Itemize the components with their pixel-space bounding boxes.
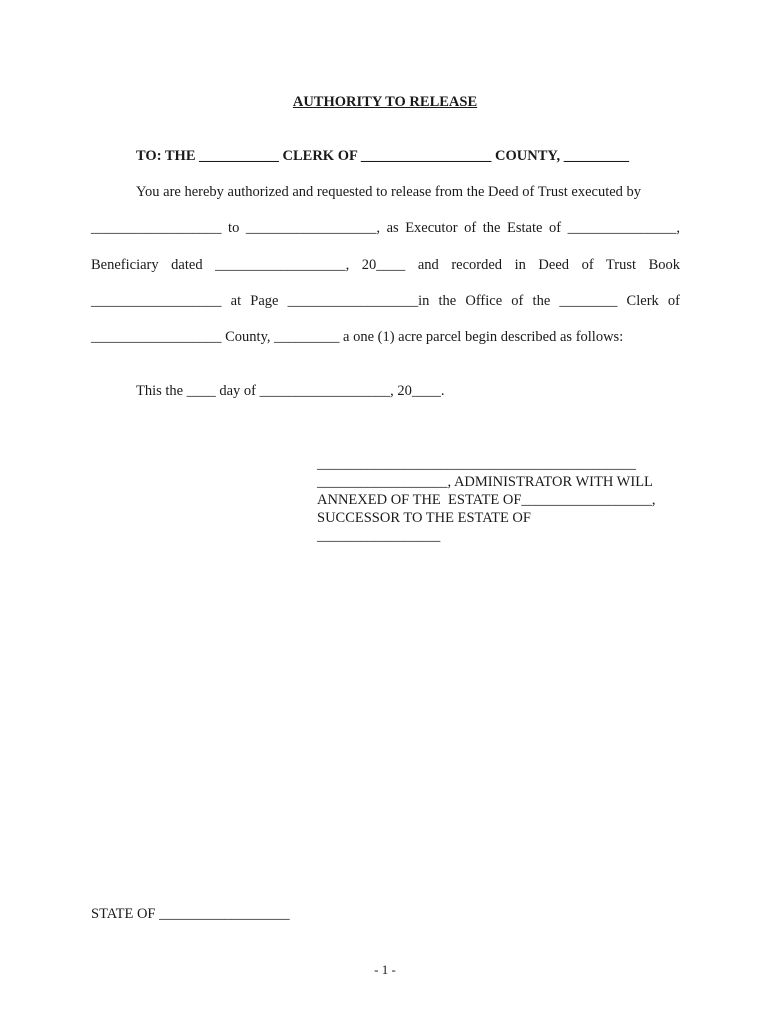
signature-line-2: __________________, ADMINISTRATOR WITH WILL — [317, 474, 653, 490]
date-line: This the ____ day of __________________, 20____. — [136, 383, 445, 399]
signature-line-1: ____________________________________________ — [317, 456, 636, 472]
paragraph-line-4: __________________ at Page __________________in the Office of the ________ Clerk of — [91, 293, 680, 309]
paragraph-line-2: __________________ to __________________, as Executor of the Estate of _______________, — [91, 220, 680, 236]
signature-line-5: _________________ — [317, 528, 441, 544]
signature-line-4: SUCCESSOR TO THE ESTATE OF — [317, 510, 531, 526]
paragraph-line-3: Beneficiary dated __________________, 20____ and recorded in Deed of Trust Book — [91, 257, 680, 273]
state-line: STATE OF __________________ — [91, 906, 290, 922]
signature-line-3: ANNEXED OF THE ESTATE OF__________________, — [317, 492, 656, 508]
document-title: AUTHORITY TO RELEASE — [292, 94, 478, 110]
paragraph-line-1: You are hereby authorized and requested to release from the Deed of Trust executed by — [136, 184, 642, 200]
paragraph-line-5: __________________ County, _________ a one (1) acre parcel begin described as follows: — [91, 329, 624, 345]
page-number: - 1 - — [374, 962, 396, 977]
addressee-line: TO: THE ___________ CLERK OF __________________ COUNTY, _________ — [136, 148, 630, 164]
